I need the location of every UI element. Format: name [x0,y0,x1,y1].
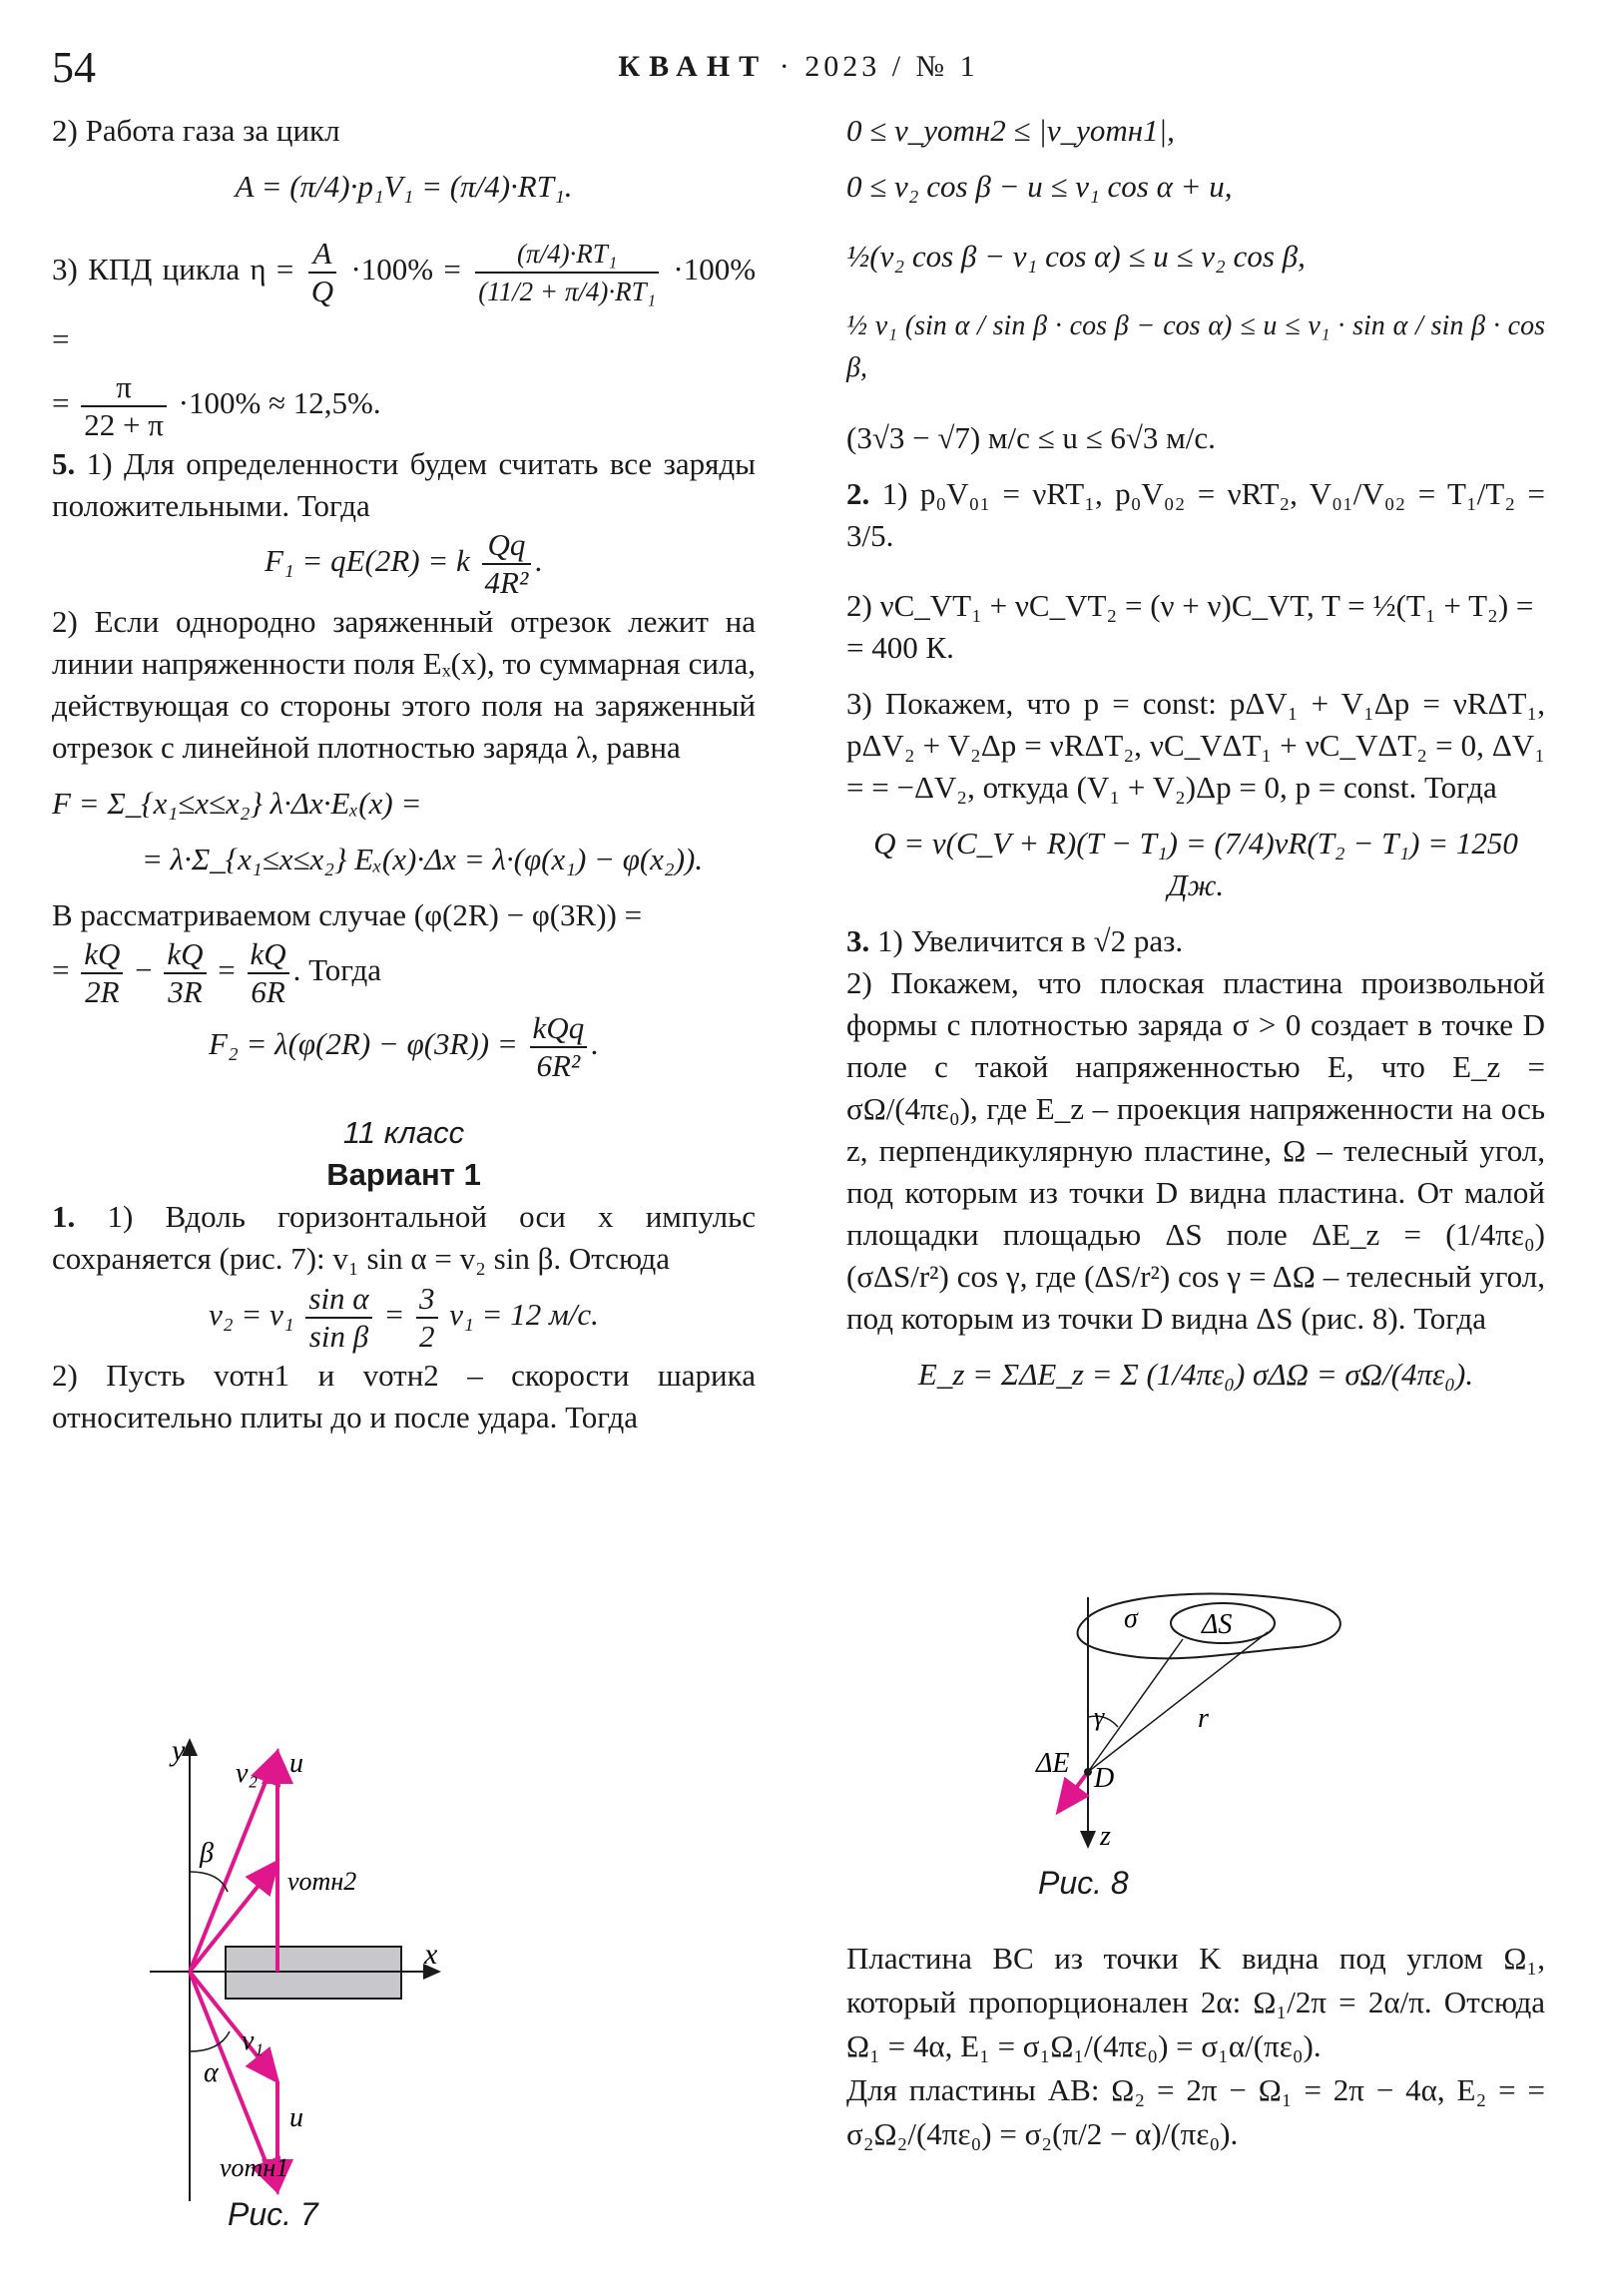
text: = [52,385,70,421]
fraction: $\frac{Qq}{\text{4R²}}$ [482,527,532,601]
problem-2-part2: 2) νC_VT₁ + νC_VT₂ = (ν + ν)C_VT, T = ½(T₁ + T₂) = [846,588,1534,623]
u-label-top: u [289,1748,303,1779]
efficiency-result [52,369,756,443]
problem-1-intro: 1. 1) Вдоль горизонтальной оси x импульс сохраняется (рис. 7): v₁ sin α = v₂ sin β. Отсюда [52,1199,756,1276]
left-column [52,110,756,1438]
inequality: (3√3 − √7) м/с ≤ u ≤ 6√3 м/с. [846,420,1216,455]
dE-label: ΔE [1036,1748,1070,1779]
variant-heading: Вариант 1 [326,1157,481,1192]
paragraph: Пластина BC из точки K видна под углом Ω₁, который пропорционален 2α: Ω₁/2π = 2α/π. Отсюда Ω₁ = 4α, E₁ = σ₁Ω₁/(4πε₀) = σ₁α/(πε₀). [846,1941,1545,2063]
text: ·100% ≈ 12,5%. [178,385,381,421]
equation: v₂ = v₁ $\frac{\text{sin α}}{\text{sin β}}$ = $\frac{3}{2}$ v₁ = 12 м/с. [209,1280,599,1354]
figure-7-caption: Рис. 7 [228,2196,318,2232]
votn2-label: vотн2 [287,1867,357,1896]
right-column [846,110,1545,1396]
figure-8-caption: Рис. 8 [1038,1865,1129,1901]
paragraph: Для пластины AB: Ω₂ = 2π − Ω₁ = 2π − 4α, E₂ = = σ₂Ω₂/(4πε₀) = σ₂(π/2 − α)/(πε₀). [846,2072,1545,2151]
fraction: $\frac{\text{kQq}}{\text{6R²}}$ [530,1010,588,1084]
figure-8 [1028,1587,1367,1857]
issue-number: 2023 / № 1 [804,50,979,83]
dS-label: ΔS [1202,1609,1233,1640]
problem-5-part2: 2) Если однородно заряженный отрезок лежит на линии напряженности поля Eₓ(x), то суммарная сила, действующая со стороны этого поля на заряженный отрезок с линейной плотностью заряда λ, равна [52,604,756,765]
r-label: r [1198,1703,1209,1734]
inequality: 0 ≤ v₂ cos β − u ≤ v₁ cos α + u, [846,169,1233,204]
text: ·100% = [52,252,757,356]
votn1-label: vотн1 [220,2153,289,2182]
problem-3-part1: 3. 1) Увеличится в √2 раз. [846,923,1184,958]
problem-5-intro: 5. 1) Для определенности будем считать все заряды положительными. Тогда [52,446,756,523]
x-label: x [424,1938,438,1971]
equation: F₂ = λ(φ(2R) − φ(3R)) = $\frac{\text{kQq}}{\text{6R²}}$ . [209,1010,599,1083]
equation: A = (π/4)·p₁V₁ = (π/4)·RT₁. [235,169,573,204]
z-label: z [1100,1821,1111,1852]
sigma-label: σ [1124,1603,1138,1634]
fraction: $\frac{A}{Q}$ [308,236,336,309]
problem-2-part3: 3) Покажем, что p = const: pΔV₁ + V₁Δp = νRΔT₁, pΔV₂ + V₂Δp = νRΔT₂, νC_VΔT₁ + νC_VΔT₂ = 0, ΔV₁ = = −ΔV₂, откуда (V₁ + V₂)Δp = 0, p = const. Тогда [846,686,1545,805]
fraction: $\frac{3}{2}$ [416,1281,438,1355]
problem-1-part2: 2) Пусть vотн1 и vотн2 – скорости шарика относительно плиты до и после удара. Тогда [52,1357,756,1435]
fraction: $\frac{kQ}{2R}$ [81,936,123,1010]
equation: F₁ = qE(2R) = k $\frac{Qq}{\text{4R²}}$ . [264,527,544,600]
running-header [0,50,1597,84]
text: ·100% = [350,252,461,287]
equation: F = Σ_{x₁≤x≤x₂} λ·Δx·Eₓ(x) = [52,786,422,821]
right-column-bottom [846,1937,1545,2156]
fraction-line: = $\frac{kQ}{2R}$ − $\frac{kQ}{3R}$ = $\frac{kQ}{6R}$ . Тогда [52,936,381,1009]
fraction: $\frac{\text{sin α}}{\text{sin β}}$ [305,1281,371,1355]
equation: Q = ν(C_V + R)(T − T₁) = (7/4)νR(T₂ − T₁) = 1250 Дж. [873,826,1518,902]
fraction: $\frac{\pi}{22 + \pi}$ [81,369,167,443]
equation: E_z = ΣΔE_z = Σ (1/4πε₀) σΔΩ = σΩ/(4πε₀). [917,1357,1474,1392]
inequality: 0 ≤ v_yотн2 ≤ |v_yотн1|, [846,113,1175,148]
point-D [1084,1768,1092,1776]
page-number: 54 [52,43,96,92]
section-heading: 11 класс [342,1115,465,1150]
text-line: В рассматриваемом случае (φ(2R) − φ(3R)) = [52,897,643,932]
inequality: ½ v₁ (sin α / sin β · cos β − cos α) ≤ u ≤ v₁ · sin α / sin β · cos β, [846,310,1545,383]
inequality: ½(v₂ cos β − v₁ cos α) ≤ u ≤ v₂ cos β, [846,239,1306,274]
alpha-label: α [204,2057,219,2088]
v1-label: v₁ [242,2025,265,2056]
problem-3-part2: 2) Покажем, что плоская пластина произвольной формы с плотностью заряда σ > 0 создает в точке D поле с такой напряженностью E, что E_z = σΩ/(4πε₀), где E_z – проекция напряженности на ось z, перпендикулярную пластине, Ω – телесный угол, под которым из точки D видна пластина. От малой площадки площадью ΔS поле ΔE_z = (1/4πε₀)(σΔS/r²) cos γ, где (ΔS/r²) cos γ = ΔΩ – телесный угол, под которым из точки D видна ΔS (рис. 8). Тогда [846,965,1545,1336]
D-label: D [1094,1763,1115,1794]
text-line: 2) Работа газа за цикл [52,113,340,148]
beta-label: β [200,1838,214,1869]
gamma-label: γ [1094,1702,1105,1731]
fraction: $\frac{kQ}{3R}$ [164,936,206,1010]
u-label-bottom: u [289,2102,303,2133]
y-label: y [172,1734,186,1767]
fraction: $\frac{\text{(π/4)·RT₁}}{\text{(11/2 + π/4)·RT₁}}$ [475,236,659,309]
efficiency-line [52,236,756,369]
v2-label: v₂ [236,1758,259,1789]
fraction: $\frac{kQ}{6R}$ [248,936,289,1010]
problem-2-part1: 2. 1) p₀V₀₁ = νRT₁, p₀V₀₂ = νRT₂, V₀₁/V₀₂ = T₁/T₂ = 3/5. [846,476,1545,553]
problem-2-part2-result: = 400 К. [846,630,954,665]
text: 3) КПД цикла η = [52,252,294,287]
equation: = λ·Σ_{x₁≤x≤x₂} Eₓ(x)·Δx = λ·(φ(x₁) − φ(x₂)). [142,842,704,876]
figure-7 [150,1732,579,2201]
magazine-title: КВАНТ [618,50,769,83]
header-separator: · [779,50,794,83]
